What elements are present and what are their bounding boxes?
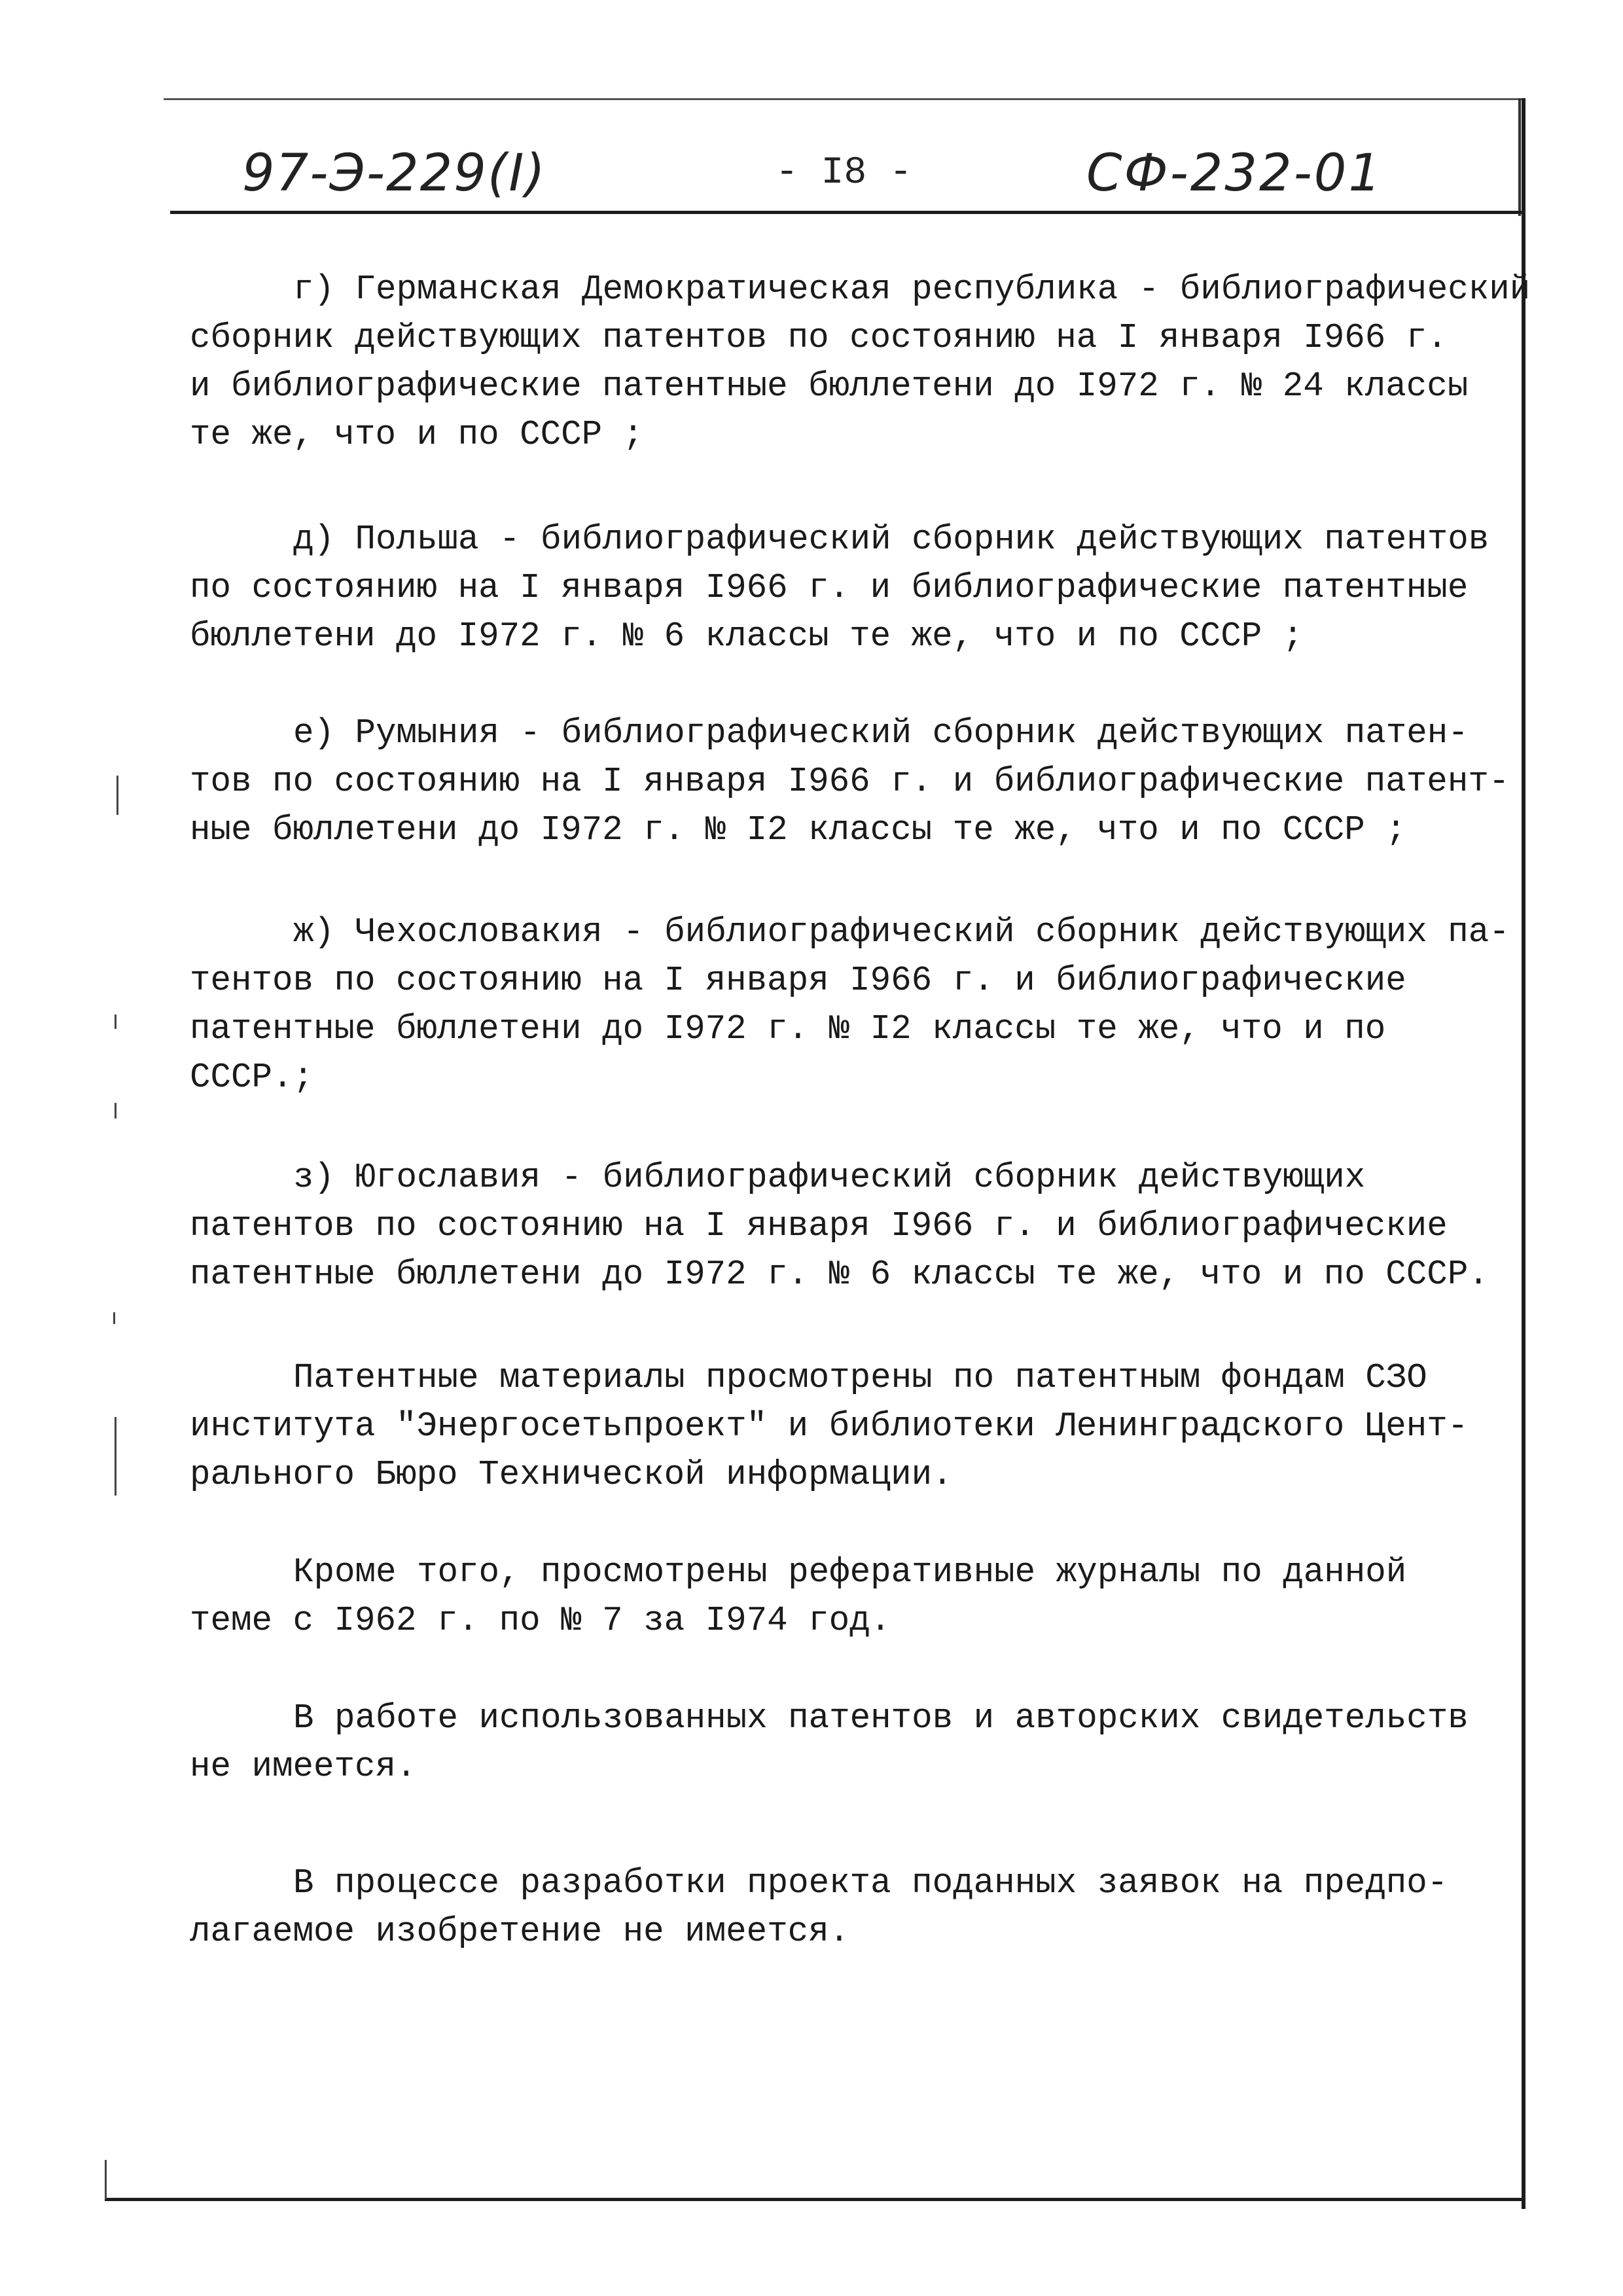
text-line: тентов по состоянию на I января I966 г. и библиографические bbox=[190, 961, 1406, 1000]
margin-mark bbox=[113, 1312, 115, 1324]
page-number: - I8 - bbox=[776, 152, 912, 194]
margin-mark bbox=[116, 776, 118, 815]
text-line: В процессе разработки проекта поданных заявок на предпо- bbox=[293, 1863, 1448, 1903]
text-line: ж) Чехословакия - библиографический сборник действующих па- bbox=[293, 912, 1510, 952]
text-line: Кроме того, просмотрены реферативные журналы по данной bbox=[293, 1552, 1407, 1592]
paragraph-abstract-journals bbox=[190, 1548, 1525, 1645]
header-rule bbox=[170, 211, 1524, 214]
frame-right-border-upper bbox=[1518, 98, 1521, 216]
text-line: бюллетени до I972 г. № 6 классы те же, что и по СССР ; bbox=[190, 617, 1304, 656]
text-line: лагаемое изобретение не имеется. bbox=[190, 1912, 850, 1951]
paragraph-gdr bbox=[190, 265, 1531, 459]
text-line: теме с I962 г. по № 7 за I974 год. bbox=[190, 1601, 891, 1640]
text-line: института "Энергосетьпроект" и библиотеки Ленинградского Цент- bbox=[190, 1407, 1469, 1446]
text-line: е) Румыния - библиографический сборник действующих патен- bbox=[293, 713, 1469, 753]
text-line: патентные бюллетени до I972 г. № 6 классы те же, что и по СССР. bbox=[190, 1255, 1489, 1294]
text-line: не имеется. bbox=[190, 1747, 417, 1786]
text-line: Патентные материалы просмотрены по патентным фондам СЗО bbox=[293, 1358, 1427, 1397]
margin-mark bbox=[115, 1103, 116, 1119]
margin-mark bbox=[115, 1014, 116, 1029]
text-line: г) Германская Демократическая республика - библиографический bbox=[293, 270, 1531, 309]
document-code-handwritten: 97-Э-229(I) bbox=[242, 144, 546, 203]
margin-mark bbox=[105, 2160, 107, 2199]
text-line: сборник действующих патентов по состоянию на I января I966 г. bbox=[190, 318, 1448, 357]
text-line: СССР.; bbox=[190, 1058, 314, 1097]
frame-top-line bbox=[164, 98, 1522, 100]
paragraph-poland bbox=[190, 515, 1525, 660]
paragraph-czechoslovakia bbox=[190, 908, 1525, 1102]
text-line: д) Польша - библиографический сборник действующих патентов bbox=[293, 520, 1489, 559]
text-line: ные бюллетени до I972 г. № I2 классы те же, что и по СССР ; bbox=[190, 810, 1406, 850]
text-line: патентные бюллетени до I972 г. № I2 классы те же, что и по bbox=[190, 1009, 1386, 1049]
text-line: В работе использованных патентов и авторских свидетельств bbox=[293, 1698, 1469, 1738]
paragraph-applications bbox=[190, 1859, 1525, 1956]
paragraph-yugoslavia bbox=[190, 1153, 1525, 1299]
sheet-code-handwritten: СФ-232-01 bbox=[1086, 144, 1383, 203]
paragraph-used-patents bbox=[190, 1694, 1525, 1791]
text-line: тов по состоянию на I января I966 г. и библиографические патент- bbox=[190, 762, 1510, 801]
text-line: и библиографические патентные бюллетени до I972 г. № 24 классы bbox=[190, 367, 1469, 406]
text-line: те же, что и по СССР ; bbox=[190, 415, 644, 454]
text-line: патентов по состоянию на I января I966 г. и библиографические bbox=[190, 1206, 1448, 1246]
paragraph-patent-materials bbox=[190, 1354, 1525, 1499]
frame-bottom-border bbox=[105, 2198, 1525, 2201]
margin-mark bbox=[115, 1417, 116, 1496]
text-line: з) Югославия - библиографический сборник действующих bbox=[293, 1158, 1366, 1197]
text-line: рального Бюро Технической информации. bbox=[190, 1455, 953, 1494]
text-line: по состоянию на I января I966 г. и библиографические патентные bbox=[190, 568, 1469, 607]
paragraph-romania bbox=[190, 709, 1525, 854]
